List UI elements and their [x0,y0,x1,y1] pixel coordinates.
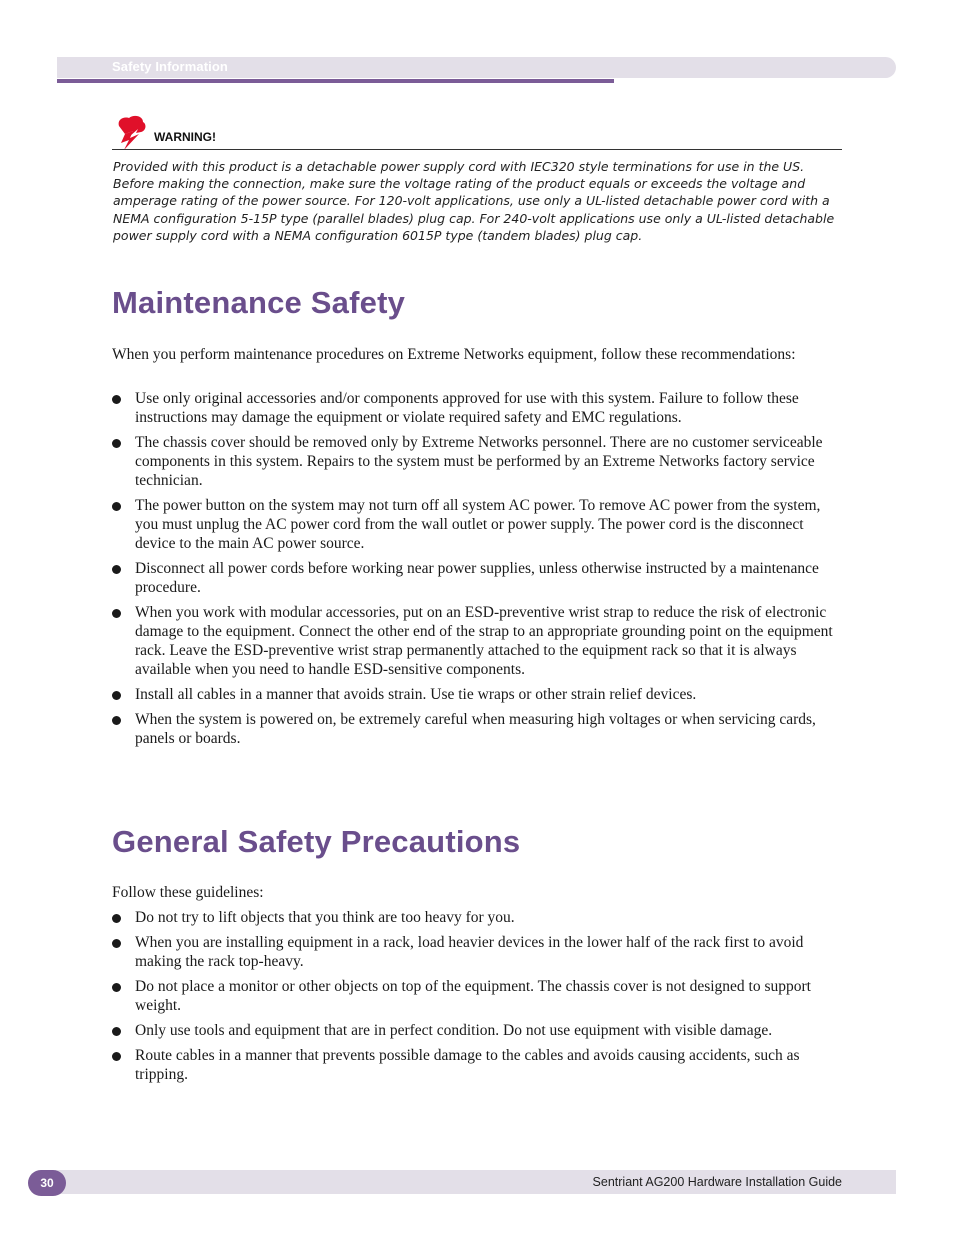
list-item [112,433,842,490]
bullet-icon [112,1027,121,1036]
list-item-text: When you are installing equipment in a rack, load heavier devices in the lower half of the rack first to avoid making the rack top-heavy. [135,934,804,970]
list-item-text: Route cables in a manner that prevents possible damage to the cables and avoids causing accidents, such as tripping. [135,1047,800,1083]
bullet-icon [112,939,121,948]
bullet-icon [112,716,121,725]
general-heading: General Safety Precautions [112,824,521,859]
maintenance-intro: When you perform maintenance procedures on Extreme Networks equipment, follow these recommendations: [112,346,796,363]
section-title: Safety Information [112,59,228,74]
list-item [112,496,842,553]
general-list [112,908,842,1090]
bullet-icon [112,439,121,448]
list-item [112,710,842,748]
page-number: 30 [28,1170,66,1196]
warning-divider [112,149,842,150]
bullet-icon [112,395,121,404]
list-item-text: Use only original accessories and/or components approved for use with this system. Failure to follow these instructions may damage the equipment or violate required safety and EMC regulations. [135,390,799,426]
list-item-text: The chassis cover should be removed only by Extreme Networks personnel. There are no customer serviceable components in this system. Repairs to the system must be performed by an Extreme Networks factory service technician. [135,434,823,489]
list-item-text: When the system is powered on, be extremely careful when measuring high voltages or when servicing cards, panels or boards. [135,711,816,747]
warning-title: WARNING! [154,130,216,144]
list-item-text: Do not try to lift objects that you think are too heavy for you. [135,909,515,926]
header-rule [57,79,614,83]
list-item-text: Do not place a monitor or other objects on top of the equipment. The chassis cover is not designed to support weight. [135,978,811,1014]
bullet-icon [112,1052,121,1061]
list-item [112,977,842,1015]
list-item-text: Install all cables in a manner that avoids strain. Use tie wraps or other strain relief devices. [135,686,697,703]
warning-lightning-icon [110,112,150,152]
maintenance-heading: Maintenance Safety [112,285,406,320]
list-item-text: Disconnect all power cords before working near power supplies, unless otherwise instructed by a maintenance procedure. [135,560,819,596]
list-item [112,933,842,971]
general-intro: Follow these guidelines: [112,884,264,901]
document-title: Sentriant AG200 Hardware Installation Guide [592,1175,842,1189]
list-item [112,685,842,704]
list-item [112,1046,842,1084]
list-item [112,559,842,597]
list-item-text: The power button on the system may not turn off all system AC power. To remove AC power from the system, you must unplug the AC power cord from the wall outlet or power supply. The power cord is the disconnect device to the main AC power source. [135,497,821,552]
list-item [112,908,842,927]
bullet-icon [112,983,121,992]
bullet-icon [112,502,121,511]
list-item [112,1021,842,1040]
list-item [112,603,842,679]
list-item [112,389,842,427]
bullet-icon [112,691,121,700]
list-item-text: Only use tools and equipment that are in perfect condition. Do not use equipment with visible damage. [135,1022,773,1039]
bullet-icon [112,914,121,923]
warning-text: Provided with this product is a detachable power supply cord with IEC320 style terminations for use in the US. Before making the connection, make sure the voltage rating of the product equals or exceeds the voltage and amperage rating of the power source. For 120-volt applications, use only a UL-listed detachable power cord with a NEMA configuration 5-15P type (parallel blades) plug cap. For 240-volt applications use only a UL-listed detachable power supply cord with a NEMA configuration 6015P type (tandem blades) plug cap. [113,159,835,243]
maintenance-list [112,389,842,754]
list-item-text: When you work with modular accessories, put on an ESD-preventive wrist strap to reduce the risk of electronic damage to the equipment. Connect the other end of the strap to an appropriate grounding point on the equipment rack. Leave the ESD-preventive wrist strap permanently attached to the equipment rack so that it is always available when you need to handle ESD-sensitive components. [135,604,833,678]
bullet-icon [112,565,121,574]
bullet-icon [112,609,121,618]
